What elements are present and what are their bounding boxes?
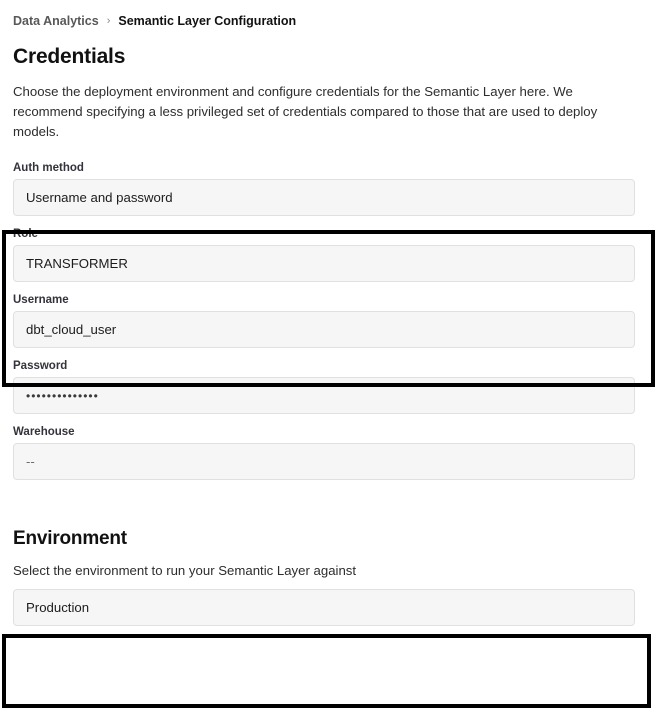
auth-method-input[interactable]: Username and password bbox=[13, 179, 635, 216]
environment-heading: Environment bbox=[13, 528, 127, 550]
credentials-description: Choose the deployment environment and configure credentials for the Semantic Layer here. We recommend specifying a less privileged set of credentials compared to those that are used to deploy models. bbox=[13, 84, 598, 140]
role-input[interactable]: TRANSFORMER bbox=[13, 245, 635, 282]
warehouse-input[interactable]: -- bbox=[13, 443, 635, 480]
field-auth-method bbox=[13, 162, 648, 216]
warehouse-label: Warehouse bbox=[13, 426, 75, 439]
credentials-heading: Credentials bbox=[13, 45, 126, 68]
highlight-box-environment bbox=[2, 634, 651, 708]
password-label: Password bbox=[13, 360, 68, 373]
environment-section bbox=[13, 528, 648, 626]
field-username bbox=[13, 294, 648, 348]
environment-description: Select the environment to run your Semantic Layer against bbox=[13, 563, 357, 579]
role-label: Role bbox=[13, 228, 38, 241]
environment-select[interactable]: Production bbox=[13, 589, 635, 626]
breadcrumb bbox=[13, 14, 648, 28]
breadcrumb-current: Semantic Layer Configuration bbox=[118, 14, 297, 28]
field-role bbox=[13, 228, 648, 282]
breadcrumb-parent-link[interactable]: Data Analytics bbox=[13, 14, 99, 28]
username-label: Username bbox=[13, 294, 69, 307]
username-input[interactable]: dbt_cloud_user bbox=[13, 311, 635, 348]
field-password bbox=[13, 360, 648, 414]
field-warehouse bbox=[13, 426, 648, 480]
breadcrumb-separator-icon: › bbox=[106, 15, 111, 27]
password-input[interactable]: •••••••••••••• bbox=[13, 377, 635, 414]
auth-method-label: Auth method bbox=[13, 162, 84, 175]
